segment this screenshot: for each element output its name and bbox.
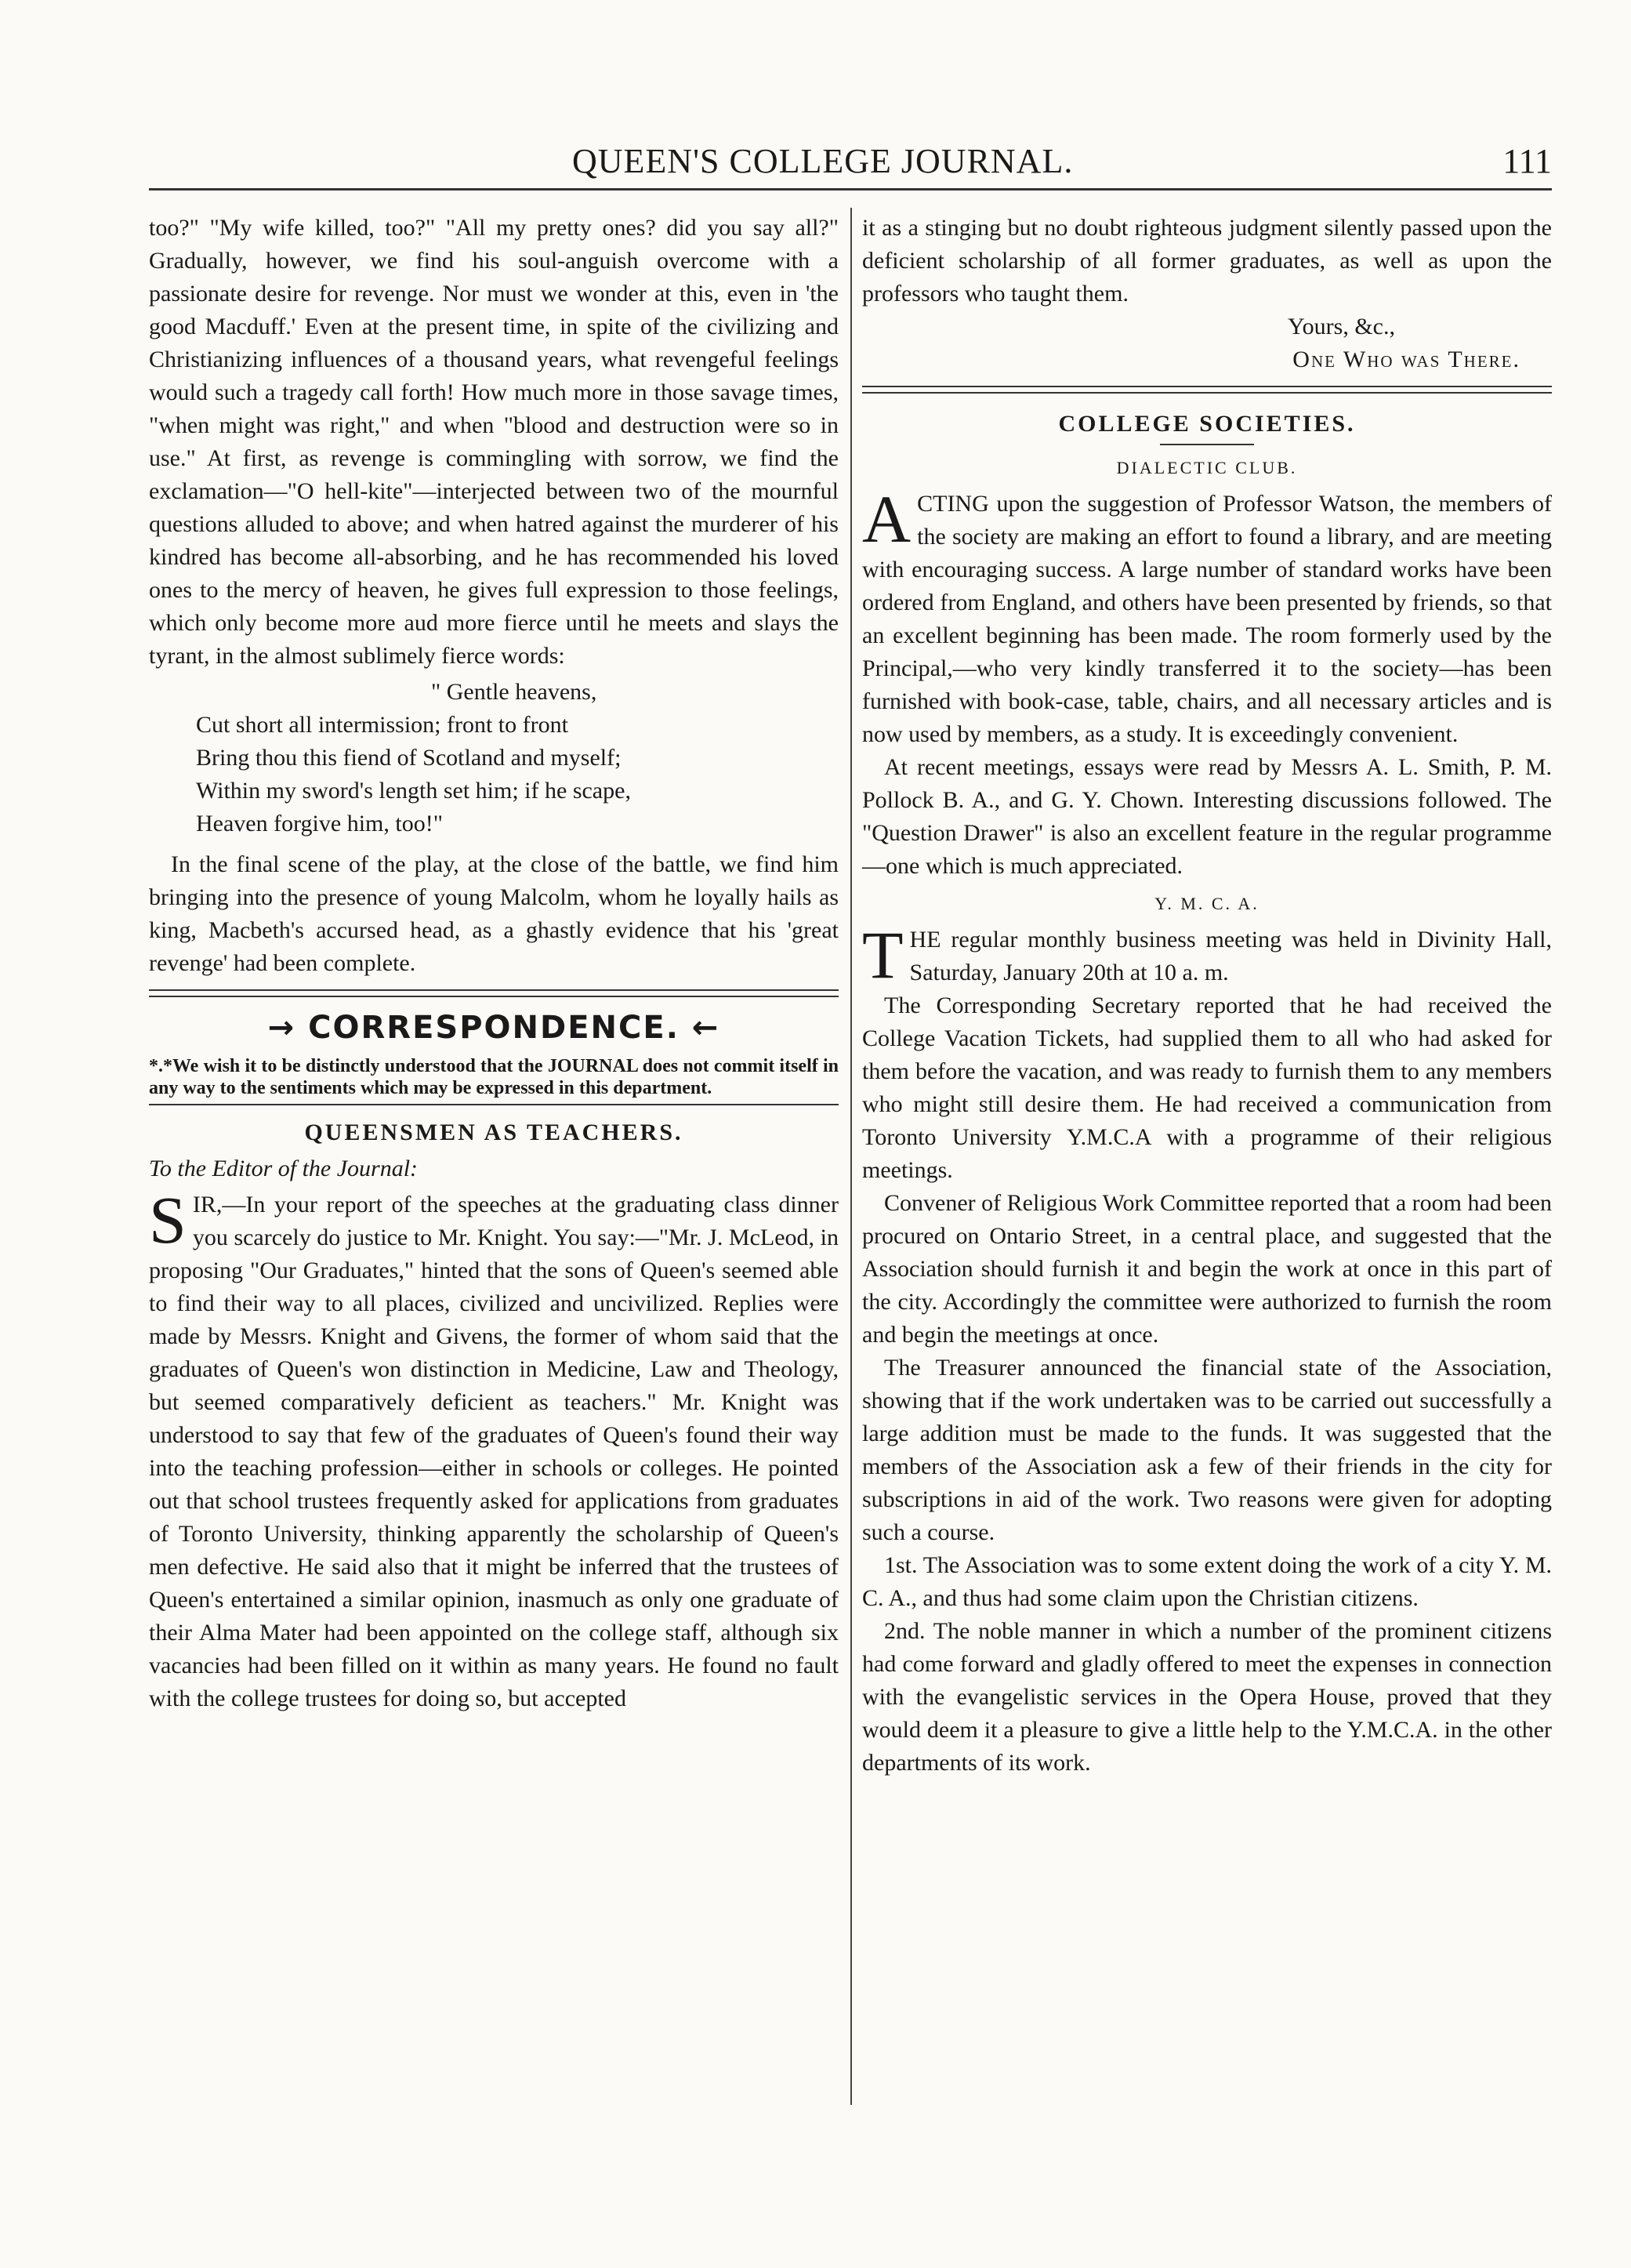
dialectic-club-heading: DIALECTIC CLUB.	[1116, 458, 1298, 477]
left-column	[149, 212, 839, 1715]
drop-cap: A	[862, 481, 912, 557]
ymca-paragraph	[862, 917, 1552, 992]
letter-body	[149, 1182, 839, 1715]
ymca-heading: Y. M. C. A.	[1154, 894, 1259, 913]
section-rule	[862, 386, 1552, 394]
heading-rule	[1160, 444, 1254, 445]
ymca-secretary-paragraph: The Corresponding Secretary reported that he had received the College Vacation Tickets, had supplied them to all who had asked for them before the vacation, and was ready to furnish them to any members who might still desire them. He had received a communication from Toronto University Y.M.C.A with a programme of their religious meetings.	[862, 992, 1552, 1183]
page-header	[149, 141, 1552, 196]
ymca-treasurer-paragraph: The Treasurer announced the financial state of the Association, showing that if the work undertaken was to be carried out successfully a large addition must be made to the funds. It was suggested that the members of the Association ask a few of their friends in the city for subscriptions in aid of the work. Two reasons were given for adopting such a course.	[862, 1355, 1552, 1545]
letter-signoff: Yours, &c.,	[1288, 314, 1395, 339]
header-rule	[149, 188, 1552, 191]
letter-continuation: it as a stinging but no doubt righteous judgment silently passed upon the deficient scholarship of all former graduates, as well as upon the professors who taught them.	[862, 215, 1552, 307]
letter-signature: One Who was There.	[1292, 347, 1520, 372]
correspondence-heading: → CORRESPONDENCE. ←	[267, 1010, 720, 1046]
verse-quote	[196, 676, 839, 840]
verse-line: Bring thou this fiend of Scotland and myself;	[196, 745, 622, 771]
section-rule	[149, 989, 839, 997]
ymca-reason-one: 1st. The Association was to some extent doing the work of a city Y. M. C. A., and thus had some claim upon the Christian citizens.	[862, 1552, 1552, 1611]
dialectic-text: CTING upon the suggestion of Professor Watson, the members of the society are making an effort to found a library, and are meeting with encouraging success. A large number of standard works have been ordered from England, and others have been presented by friends, so that an excellent beginning has been made. The room formerly used by the Principal,—who very kindly transferred it to the society—has been furnished with book-case, table, chairs, and all necessary articles and is now used by members, as a study. It is exceedingly convenient.	[862, 491, 1552, 747]
page-number: 111	[1502, 142, 1552, 180]
verse-line: Within my sword's length set him; if he scape,	[196, 778, 631, 804]
ymca-text: HE regular monthly business meeting was held in Divinity Hall, Saturday, January 20th at 10 a. m.	[909, 927, 1552, 985]
article-title: QUEENSMEN AS TEACHERS.	[304, 1119, 683, 1145]
dialectic-meetings-paragraph: At recent meetings, essays were read by Messrs A. L. Smith, P. M. Pollock B. A., and G. Y. Chown. Interesting discussions followed. The "Question Drawer" is also an excellent feature in the regular programme—one which is much appreciated.	[862, 754, 1552, 879]
ymca-reason-two: 2nd. The noble manner in which a number of the prominent citizens had come forward and gladly offered to meet the expenses in connection with the evangelistic services in the Opera House, proved that they would deem it a pleasure to give a little help to the Y.M.C.A. in the other departments of its work.	[862, 1618, 1552, 1776]
letter-text: IR,—In your report of the speeches at the graduating class dinner you scarcely do justice to Mr. Knight. You say:—"Mr. J. McLeod, in proposing "Our Graduates," hinted that the sons of Queen's seemed able to find their way to all places, civilized and uncivilized. Replies were made by Messrs. Knight and Givens, the former of whom said that the graduates of Queen's won distinction in Medicine, Law and Theology, but seemed comparatively deficient as teachers." Mr. Knight was understood to say that few of the graduates of Queen's found their way into the teaching profession—either in schools or colleges. He pointed out that school trustees frequently asked for applications from graduates of Toronto University, thinking apparently the scholarship of Queen's men defective. He said also that it might be inferred that the trustees of Queen's entertained a similar opinion, inasmuch as only one graduate of their Alma Mater had been appointed on the college staff, although six vacancies had been filled on it within as many years. He found no fault with the college trustees for doing so, but accepted	[149, 1192, 839, 1711]
journal-title: QUEEN'S COLLEGE JOURNAL.	[572, 142, 1074, 180]
drop-cap: S	[149, 1182, 187, 1257]
macduff-paragraph: too?" "My wife killed, too?" "All my pretty ones? did you say all?" Gradually, however, we find his soul-anguish overcome with a passionate desire for revenge. Nor must we wonder at this, even in 'the good Macduff.' Even at the present time, in spite of the civilizing and Christianizing influences of a thousand years, what revengeful feelings would such a tragedy call forth! How much more in those savage times, "when might was right," and when "blood and destruction were so in use." At first, as revenge is commingling with sorrow, we find the exclamation—"O hell-kite"—interjected between two of the mournful questions alluded to above; and when hatred against the murderer of his kindred has become all-absorbing, and he has recommended his loved ones to the mercy of heaven, he gives full expression to those feelings, which only become more aud more fierce until he meets and slays the tyrant, in the almost sublimely fierce words:	[149, 215, 839, 669]
column-divider	[850, 208, 852, 2105]
verse-line: " Gentle heavens,	[431, 679, 597, 705]
salutation: To the Editor of the Journal:	[149, 1156, 419, 1181]
right-column	[862, 212, 1552, 1780]
verse-line: Heaven forgive him, too!"	[196, 811, 443, 836]
societies-heading: COLLEGE SOCIETIES.	[1058, 411, 1356, 437]
dialectic-paragraph	[862, 481, 1552, 751]
editorial-note: *.*We wish it to be distinctly understood that the JOURNAL does not commit itself in any way to the sentiments which may be expressed in this department.	[149, 1055, 839, 1105]
verse-line: Cut short all intermission; front to front	[196, 712, 568, 738]
drop-cap: T	[862, 917, 904, 992]
ymca-committee-paragraph: Convener of Religious Work Committee reported that a room had been procured on Ontario Street, in a central place, and suggested that the Association should furnish it and begin the work at once in this part of the city. Accordingly the committee were authorized to furnish the room and begin the meetings at once.	[862, 1190, 1552, 1348]
final-scene-paragraph: In the final scene of the play, at the close of the battle, we find him bringing into the presence of young Malcolm, whom he loyally hails as king, Macbeth's accursed head, as a ghastly evidence that his 'great revenge' had been complete.	[149, 851, 839, 976]
